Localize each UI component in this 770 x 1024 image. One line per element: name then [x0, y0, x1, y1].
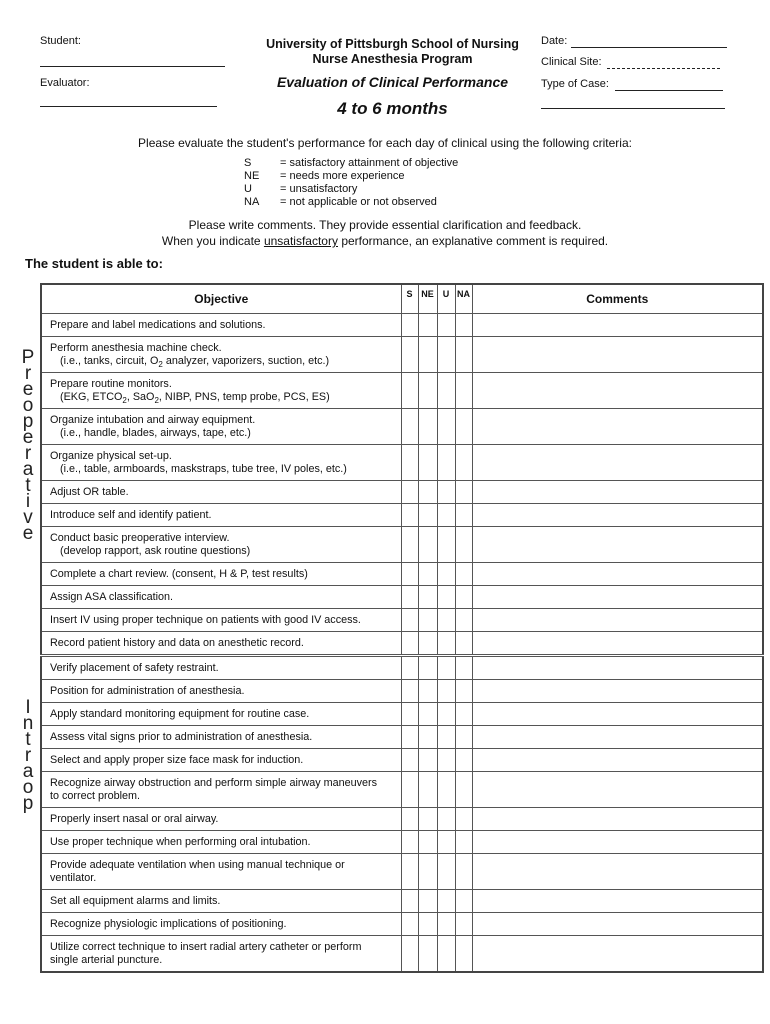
rating-s-cell[interactable]: [401, 337, 418, 373]
objective-cell: [41, 337, 401, 373]
rating-na-cell[interactable]: [455, 749, 472, 772]
objective-text: Prepare and label medications and solutions.: [50, 319, 266, 331]
rating-ne-cell[interactable]: [418, 936, 437, 973]
rating-ne-cell[interactable]: [418, 445, 437, 481]
table-row: [41, 373, 763, 409]
na-header: NA: [455, 284, 472, 314]
objective-text: Organize physical set-up.: [50, 450, 172, 462]
side-label-letter: n: [22, 713, 34, 734]
objective-cell: [41, 749, 401, 772]
rating-na-cell[interactable]: [455, 726, 472, 749]
comments-header: Comments: [472, 284, 763, 314]
rating-ne-cell[interactable]: [418, 337, 437, 373]
objective-text: Introduce self and identify patient.: [50, 509, 212, 521]
side-label-letter: o: [22, 395, 34, 416]
rating-u-cell[interactable]: [437, 563, 455, 586]
objective-cell: [41, 445, 401, 481]
rating-s-cell[interactable]: [401, 504, 418, 527]
rating-u-cell[interactable]: [437, 314, 455, 337]
comments-note-2-emphasis: unsatisfactory: [263, 234, 338, 248]
criteria-description: = unsatisfactory: [280, 183, 358, 195]
table-row: [41, 890, 763, 913]
rating-s-cell[interactable]: [401, 831, 418, 854]
intraop-side-label: [18, 697, 38, 814]
comments-cell[interactable]: [472, 913, 763, 936]
side-label-letter: p: [22, 793, 34, 814]
instructions: Please evaluate the student's performance for each day of clinical using the following criteria:: [138, 136, 632, 150]
rating-s-cell[interactable]: [401, 890, 418, 913]
rating-na-cell[interactable]: [455, 481, 472, 504]
criteria-code: NA: [244, 196, 260, 208]
objective-text: Select and apply proper size face mask for induction.: [50, 754, 304, 766]
objective-text: Recognize airway obstruction and perform simple airway maneuvers: [50, 777, 378, 789]
rating-na-cell[interactable]: [455, 314, 472, 337]
side-label-letter: a: [22, 459, 34, 480]
objective-cell: [41, 409, 401, 445]
objective-text: Assess vital signs prior to administration of anesthesia.: [50, 731, 313, 743]
rating-na-cell[interactable]: [455, 609, 472, 632]
comments-cell[interactable]: [472, 445, 763, 481]
criteria-description: = needs more experience: [280, 170, 405, 182]
comments-cell[interactable]: [472, 726, 763, 749]
objective-text: Insert IV using proper technique on patients with good IV access.: [50, 614, 361, 626]
rating-na-cell[interactable]: [455, 409, 472, 445]
rating-ne-cell[interactable]: [418, 680, 437, 703]
side-label-letter: e: [22, 379, 34, 400]
rating-s-cell[interactable]: [401, 749, 418, 772]
evaluation-table: [40, 283, 764, 973]
objective-cell: [41, 504, 401, 527]
objective-cell: [41, 373, 401, 409]
table-row: [41, 563, 763, 586]
rating-na-cell[interactable]: [455, 563, 472, 586]
criteria-item: [244, 196, 458, 209]
side-label-letter: e: [22, 523, 34, 544]
objective-cell: [41, 726, 401, 749]
rating-u-cell[interactable]: [437, 504, 455, 527]
rating-ne-cell[interactable]: [418, 409, 437, 445]
objective-text: Perform anesthesia machine check.: [50, 342, 222, 354]
criteria-description: = satisfactory attainment of objective: [280, 157, 459, 169]
comments-cell[interactable]: [472, 749, 763, 772]
comments-note-2: [0, 234, 770, 248]
rating-s-cell[interactable]: [401, 609, 418, 632]
rating-u-cell[interactable]: [437, 680, 455, 703]
case-type-field[interactable]: [615, 90, 723, 91]
objective-text: (EKG, $ETCO_2$, SaO$_2$, NIBP, PNS, temp probe, PCS, ES): [60, 391, 330, 406]
table-row: [41, 337, 763, 373]
rating-ne-cell[interactable]: [418, 854, 437, 890]
rating-s-cell[interactable]: [401, 854, 418, 890]
objective-text: Provide adequate ventilation when using manual technique or: [50, 859, 345, 871]
table-row: [41, 481, 763, 504]
table-row: [41, 913, 763, 936]
objective-cell: [41, 314, 401, 337]
criteria-legend: [244, 157, 458, 209]
rating-ne-cell[interactable]: [418, 913, 437, 936]
rating-ne-cell[interactable]: [418, 563, 437, 586]
objective-cell: [41, 609, 401, 632]
ne-header: NE: [418, 284, 437, 314]
rating-u-cell[interactable]: [437, 586, 455, 609]
comments-cell[interactable]: [472, 527, 763, 563]
comments-cell[interactable]: [472, 337, 763, 373]
objective-header: Objective: [41, 284, 401, 314]
comments-cell[interactable]: [472, 772, 763, 808]
s-header: S: [401, 284, 418, 314]
rating-ne-cell[interactable]: [418, 749, 437, 772]
objective-text: Organize intubation and airway equipment.: [50, 414, 256, 426]
criteria-item: [244, 157, 458, 170]
rating-ne-cell[interactable]: [418, 586, 437, 609]
objective-text: Assign ASA classification.: [50, 591, 174, 603]
rating-na-cell[interactable]: [455, 527, 472, 563]
rating-ne-cell[interactable]: [418, 890, 437, 913]
side-label-letter: i: [25, 491, 31, 512]
objective-text: ventilator.: [50, 872, 97, 884]
evaluator-name-field[interactable]: [40, 106, 217, 107]
section-heading: The student is able to:: [25, 256, 163, 271]
side-label-letter: r: [24, 363, 32, 384]
evaluation-title: Evaluation of Clinical Performance: [276, 74, 509, 90]
case-type-label: Type of Case:: [541, 78, 609, 90]
rating-u-cell[interactable]: [437, 831, 455, 854]
rating-na-cell[interactable]: [455, 808, 472, 831]
rating-s-cell[interactable]: [401, 772, 418, 808]
objective-cell: [41, 772, 401, 808]
student-name-field[interactable]: [40, 66, 225, 67]
objective-cell: [41, 481, 401, 504]
rating-u-cell[interactable]: [437, 445, 455, 481]
side-label-letter: r: [24, 745, 32, 766]
comments-cell[interactable]: [472, 890, 763, 913]
rating-ne-cell[interactable]: [418, 703, 437, 726]
side-label-letter: a: [22, 761, 34, 782]
comments-cell[interactable]: [472, 609, 763, 632]
table-row: [41, 831, 763, 854]
side-label-letter: r: [24, 443, 32, 464]
objective-text: single arterial puncture.: [50, 954, 163, 966]
comments-cell[interactable]: [472, 936, 763, 973]
criteria-item: [244, 183, 458, 196]
table-row: [41, 409, 763, 445]
rating-s-cell[interactable]: [401, 481, 418, 504]
rating-u-cell[interactable]: [437, 913, 455, 936]
rating-s-cell[interactable]: [401, 703, 418, 726]
side-label-letter: t: [25, 729, 31, 750]
objective-text: (develop rapport, ask routine questions): [60, 545, 251, 557]
objective-text: (i.e., handle, blades, airways, tape, etc.): [60, 427, 251, 439]
rating-ne-cell[interactable]: [418, 373, 437, 409]
preoperative-side-label: [18, 347, 38, 544]
rating-na-cell[interactable]: [455, 890, 472, 913]
objective-text: Record patient history and data on anesthetic record.: [50, 637, 304, 649]
table-row: [41, 314, 763, 337]
rating-ne-cell[interactable]: [418, 314, 437, 337]
objective-text: Apply standard monitoring equipment for routine case.: [50, 708, 310, 720]
rating-u-cell[interactable]: [437, 726, 455, 749]
comments-cell[interactable]: [472, 563, 763, 586]
table-row: [41, 749, 763, 772]
objective-text: (i.e., tanks, circuit, $O_2$ analyzer, vaporizers, suction, etc.): [60, 355, 330, 370]
objective-cell: [41, 808, 401, 831]
objective-text: Complete a chart review. (consent, H & P, test results): [50, 568, 308, 580]
rating-ne-cell[interactable]: [418, 726, 437, 749]
table-row: [41, 726, 763, 749]
objective-cell: [41, 563, 401, 586]
objective-text: Verify placement of safety restraint.: [50, 662, 219, 674]
school-name: University of Pittsburgh School of Nursing: [266, 37, 519, 51]
rating-s-cell[interactable]: [401, 913, 418, 936]
comments-cell[interactable]: [472, 656, 763, 680]
rating-u-cell[interactable]: [437, 890, 455, 913]
date-label: Date:: [541, 35, 568, 47]
rating-na-cell[interactable]: [455, 680, 472, 703]
comments-note-2-suffix: performance, an explanative comment is required.: [337, 234, 609, 248]
comments-cell[interactable]: [472, 680, 763, 703]
rating-s-cell[interactable]: [401, 373, 418, 409]
rating-u-cell[interactable]: [437, 772, 455, 808]
rating-ne-cell[interactable]: [418, 481, 437, 504]
rating-u-cell[interactable]: [437, 749, 455, 772]
comments-cell[interactable]: [472, 586, 763, 609]
clinical-site-field[interactable]: [607, 68, 720, 69]
objective-text: Adjust OR table.: [50, 486, 129, 498]
objective-text: Utilize correct technique to insert radial artery catheter or perform: [50, 941, 362, 953]
rating-u-cell[interactable]: [437, 703, 455, 726]
table-row: [41, 680, 763, 703]
table-row: [41, 703, 763, 726]
rating-s-cell[interactable]: [401, 656, 418, 680]
comments-note-1: Please write comments. They provide essential clarification and feedback.: [188, 218, 582, 232]
rating-s-cell[interactable]: [401, 726, 418, 749]
criteria-code: NE: [244, 170, 260, 182]
table-row: [41, 504, 763, 527]
rating-ne-cell[interactable]: [418, 527, 437, 563]
rating-s-cell[interactable]: [401, 680, 418, 703]
clinical-site-label: Clinical Site:: [541, 56, 602, 68]
rating-na-cell[interactable]: [455, 831, 472, 854]
rating-s-cell[interactable]: [401, 445, 418, 481]
side-label-letter: e: [22, 427, 34, 448]
rating-na-cell[interactable]: [455, 337, 472, 373]
period-title: 4 to 6 months: [337, 99, 448, 118]
rating-s-cell[interactable]: [401, 632, 418, 656]
comments-note-2-prefix: When you indicate: [161, 234, 264, 248]
criteria-item: [244, 170, 458, 183]
rating-na-cell[interactable]: [455, 772, 472, 808]
rating-ne-cell[interactable]: [418, 632, 437, 656]
rating-s-cell[interactable]: [401, 936, 418, 973]
comments-cell[interactable]: [472, 481, 763, 504]
comments-cell[interactable]: [472, 632, 763, 656]
comments-cell[interactable]: [472, 504, 763, 527]
rating-ne-cell[interactable]: [418, 772, 437, 808]
comments-cell[interactable]: [472, 314, 763, 337]
student-label: Student:: [40, 35, 81, 47]
rating-s-cell[interactable]: [401, 409, 418, 445]
side-label-letter: P: [21, 347, 35, 368]
rating-u-cell[interactable]: [437, 632, 455, 656]
rating-na-cell[interactable]: [455, 854, 472, 890]
rating-ne-cell[interactable]: [418, 504, 437, 527]
rating-na-cell[interactable]: [455, 504, 472, 527]
rating-ne-cell[interactable]: [418, 831, 437, 854]
table-row: [41, 656, 763, 680]
rating-na-cell[interactable]: [455, 936, 472, 973]
case-type-field-2[interactable]: [541, 108, 725, 109]
side-label-letter: t: [25, 475, 31, 496]
rating-u-cell[interactable]: [437, 409, 455, 445]
criteria-description: = not applicable or not observed: [280, 196, 437, 208]
objective-text: Prepare routine monitors.: [50, 378, 172, 390]
objective-cell: [41, 656, 401, 680]
objective-text: to correct problem.: [50, 790, 141, 802]
program-name: Nurse Anesthesia Program: [312, 52, 473, 66]
objective-cell: [41, 913, 401, 936]
side-label-letter: I: [25, 697, 31, 718]
side-label-letter: v: [23, 507, 33, 528]
rating-u-cell[interactable]: [437, 373, 455, 409]
objective-text: Properly insert nasal or oral airway.: [50, 813, 219, 825]
criteria-code: U: [244, 183, 252, 195]
side-label-letter: o: [22, 777, 34, 798]
objective-cell: [41, 680, 401, 703]
objective-text: Set all equipment alarms and limits.: [50, 895, 221, 907]
objective-text: Position for administration of anesthesia.: [50, 685, 245, 697]
rating-u-cell[interactable]: [437, 481, 455, 504]
objective-cell: [41, 703, 401, 726]
rating-u-cell[interactable]: [437, 656, 455, 680]
objective-text: (i.e., table, armboards, maskstraps, tube tree, IV poles, etc.): [60, 463, 347, 475]
comments-cell[interactable]: [472, 808, 763, 831]
objective-cell: [41, 890, 401, 913]
comments-cell[interactable]: [472, 703, 763, 726]
rating-na-cell[interactable]: [455, 913, 472, 936]
rating-na-cell[interactable]: [455, 445, 472, 481]
rating-u-cell[interactable]: [437, 936, 455, 973]
objective-cell: [41, 586, 401, 609]
table-row: [41, 445, 763, 481]
rating-u-cell[interactable]: [437, 854, 455, 890]
table-row: [41, 936, 763, 973]
evaluator-label: Evaluator:: [40, 77, 90, 89]
table-row: [41, 854, 763, 890]
rating-na-cell[interactable]: [455, 373, 472, 409]
objective-text: Recognize physiologic implications of positioning.: [50, 918, 287, 930]
rating-na-cell[interactable]: [455, 656, 472, 680]
criteria-code: S: [244, 157, 252, 169]
objective-text: Use proper technique when performing oral intubation.: [50, 836, 311, 848]
table-row: [41, 586, 763, 609]
rating-s-cell[interactable]: [401, 527, 418, 563]
rating-ne-cell[interactable]: [418, 656, 437, 680]
comments-cell[interactable]: [472, 831, 763, 854]
rating-u-cell[interactable]: [437, 527, 455, 563]
rating-s-cell[interactable]: [401, 808, 418, 831]
rating-na-cell[interactable]: [455, 586, 472, 609]
table-row: [41, 527, 763, 563]
objective-text: Conduct basic preoperative interview.: [50, 532, 230, 544]
u-header: U: [437, 284, 455, 314]
rating-na-cell[interactable]: [455, 703, 472, 726]
table-row: [41, 772, 763, 808]
comments-cell[interactable]: [472, 409, 763, 445]
rating-u-cell[interactable]: [437, 609, 455, 632]
objective-cell: [41, 936, 401, 973]
rating-ne-cell[interactable]: [418, 609, 437, 632]
table-row: [41, 808, 763, 831]
side-label-letter: p: [22, 411, 34, 432]
objective-cell: [41, 831, 401, 854]
objective-cell: [41, 632, 401, 656]
rating-u-cell[interactable]: [437, 337, 455, 373]
rating-u-cell[interactable]: [437, 808, 455, 831]
objective-cell: [41, 854, 401, 890]
table-row: [41, 632, 763, 656]
rating-s-cell[interactable]: [401, 563, 418, 586]
comments-cell[interactable]: [472, 373, 763, 409]
rating-s-cell[interactable]: [401, 314, 418, 337]
comments-cell[interactable]: [472, 854, 763, 890]
objective-cell: [41, 527, 401, 563]
table-row: [41, 609, 763, 632]
rating-na-cell[interactable]: [455, 632, 472, 656]
date-field[interactable]: [571, 47, 727, 48]
rating-s-cell[interactable]: [401, 586, 418, 609]
rating-ne-cell[interactable]: [418, 808, 437, 831]
